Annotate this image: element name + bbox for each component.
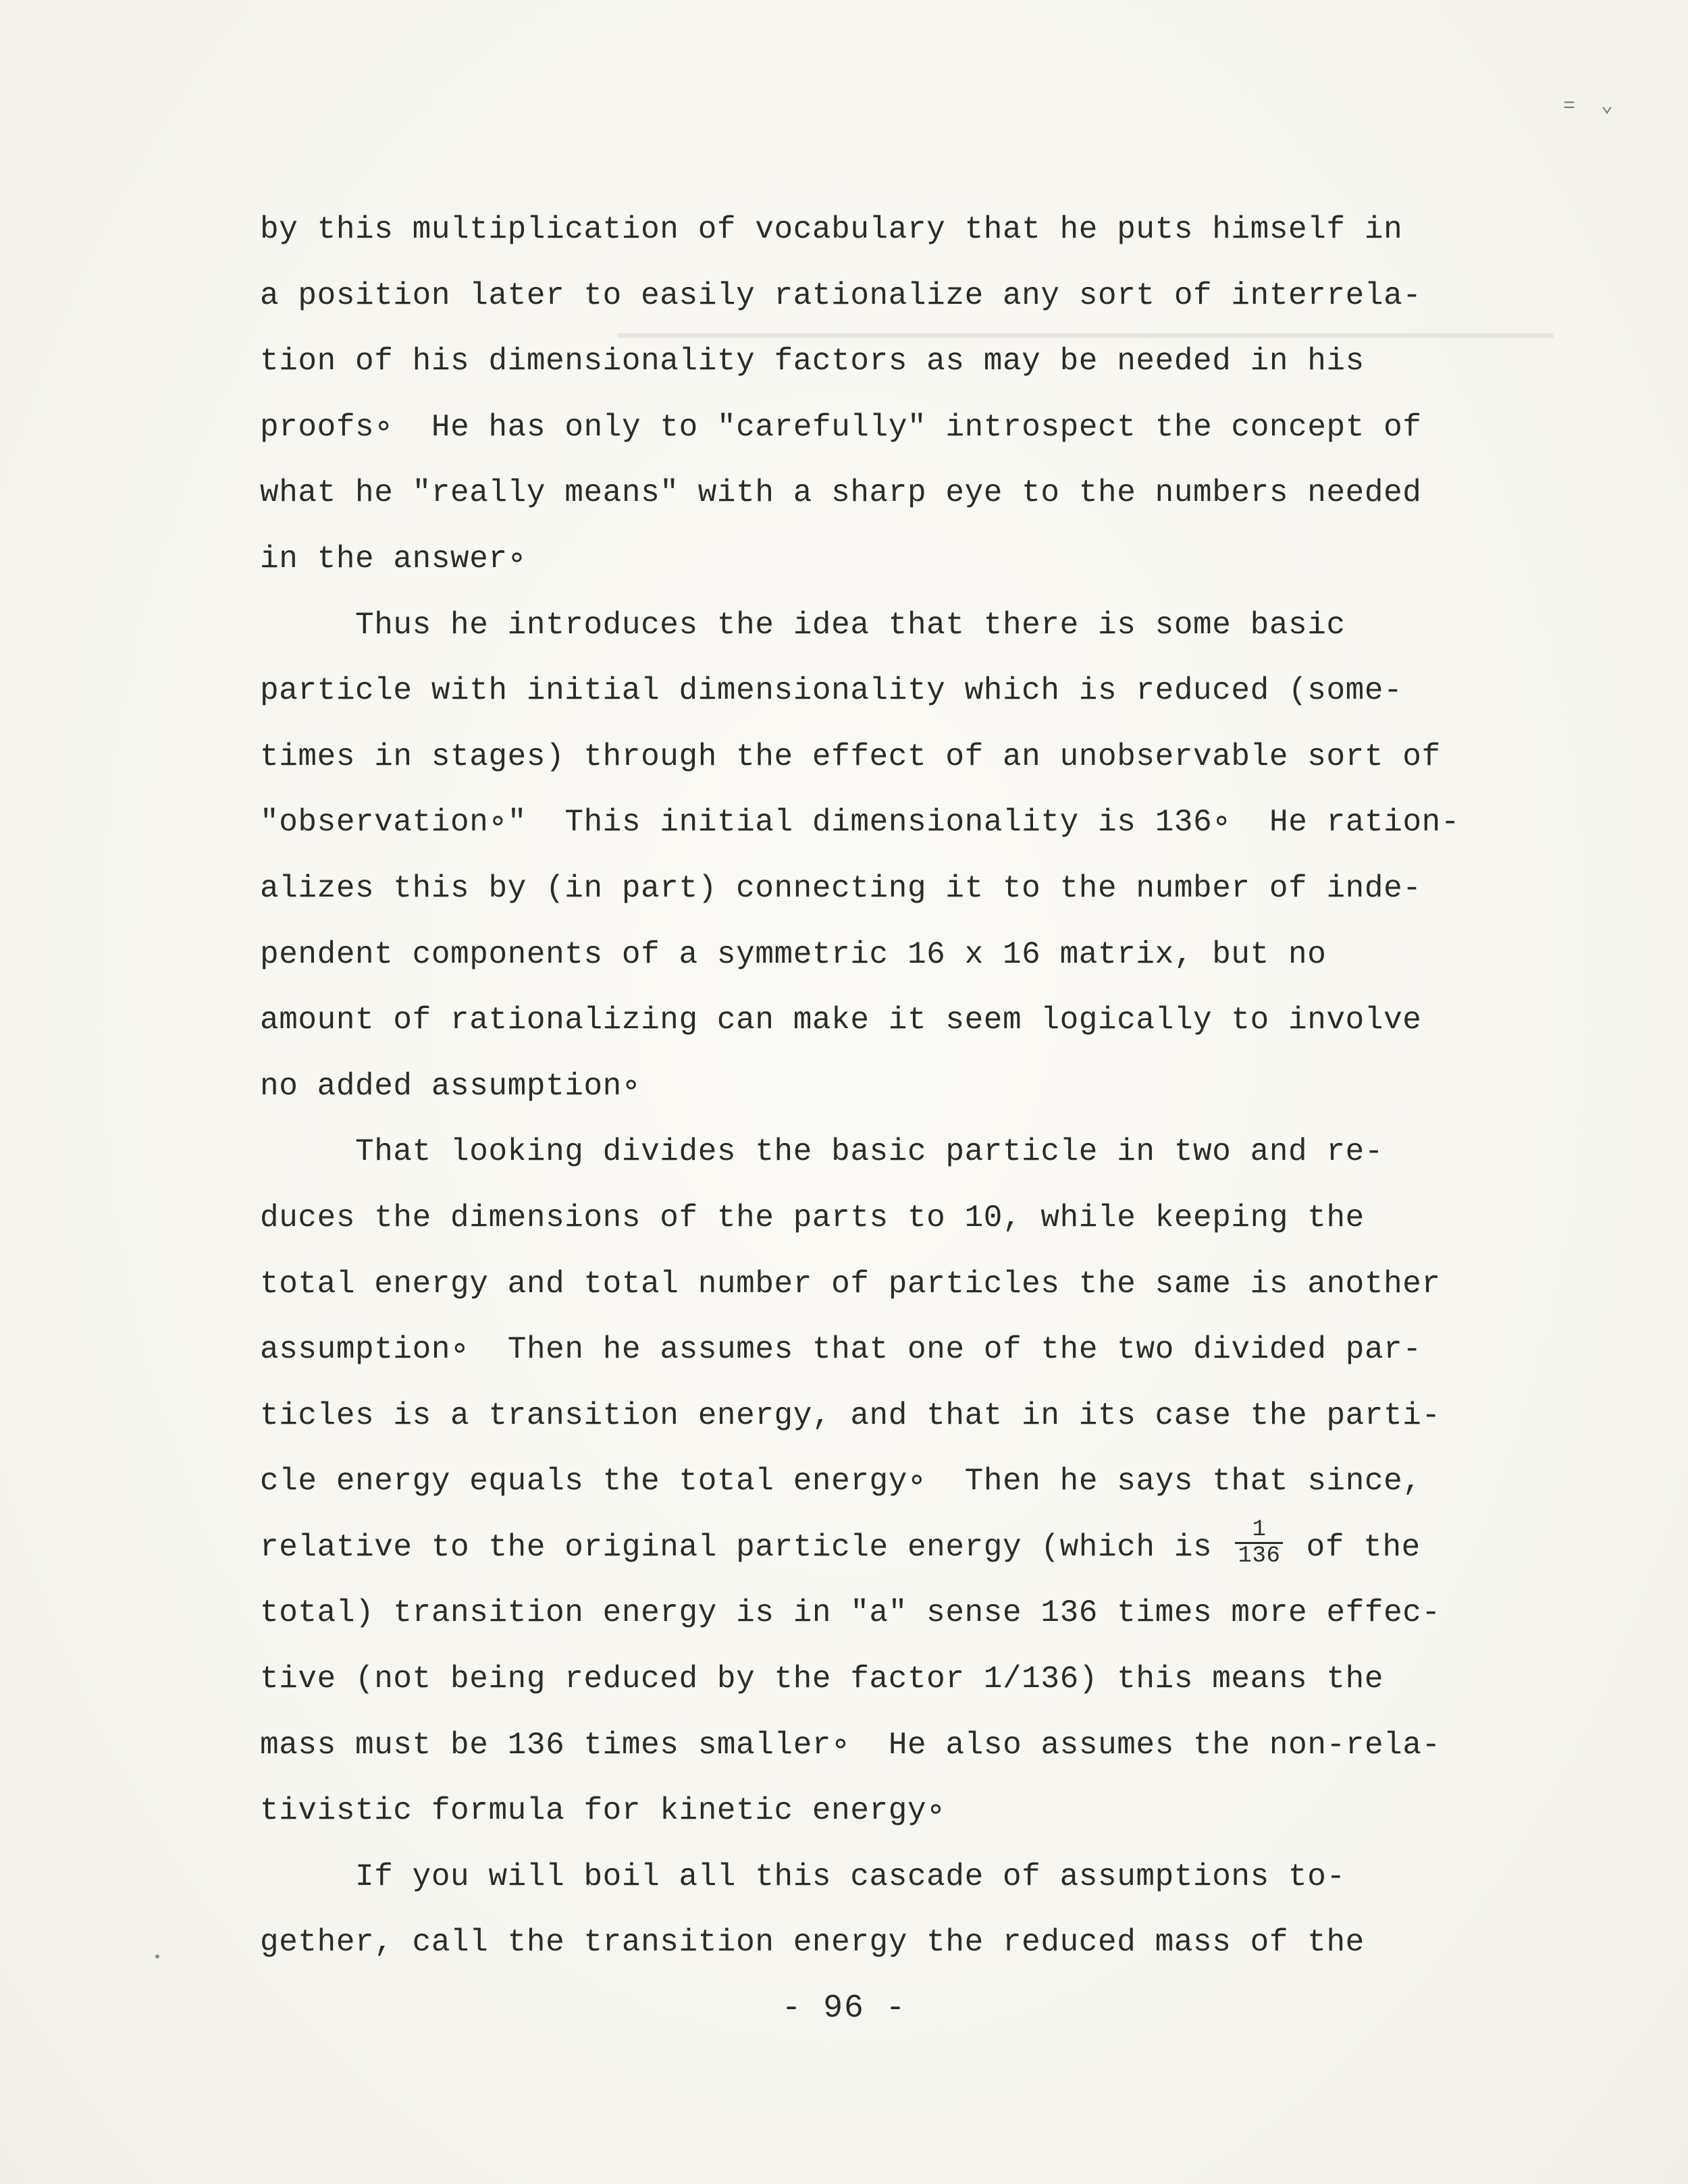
- text-line: no added assumption∘: [260, 1068, 641, 1104]
- text-line: total energy and total number of particles the same is another: [260, 1266, 1441, 1302]
- text-line: duces the dimensions of the parts to 10, while keeping the: [260, 1200, 1365, 1235]
- text-line: pendent components of a symmetric 16 x 16 matrix, but no: [260, 936, 1327, 972]
- fraction-text-line: [260, 1515, 1529, 1581]
- margin-speck: [155, 1954, 159, 1959]
- text-line: ticles is a transition energy, and that in its case the parti-: [260, 1397, 1441, 1433]
- text-line: Thus he introduces the idea that there is some basic: [260, 607, 1346, 643]
- text-line: a position later to easily rationalize any sort of interrela-: [260, 277, 1422, 313]
- text-line: total) transition energy is in "a" sense 136 times more effec-: [260, 1595, 1441, 1631]
- text-line: in the answer∘: [260, 541, 527, 577]
- fraction-line-after: of the: [1287, 1529, 1421, 1565]
- body-text: [260, 197, 1529, 1976]
- text-line: what he "really means" with a sharp eye to the numbers needed: [260, 475, 1422, 511]
- fraction-denominator: 136: [1238, 1543, 1281, 1570]
- text-line: tion of his dimensionality factors as may be needed in his: [260, 344, 1365, 379]
- page-number: - 96 -: [781, 1990, 907, 2027]
- fraction-one-over-136: [1235, 1518, 1283, 1568]
- text-line: tivistic formula for kinetic energy∘: [260, 1793, 946, 1829]
- text-line: That looking divides the basic particle in two and re-: [260, 1134, 1384, 1170]
- fraction-line-before: relative to the original particle energy (which is: [260, 1529, 1232, 1565]
- show-through-texture: ▁▁▁▁▁▁▁▁▁▁▁▁▁▁▁▁▁▁▁▁▁▁▁▁▁▁▁▁▁▁▁▁▁▁▁▁▁▁▁▁▁▁▁▁▁▁▁▁▁▁: [618, 304, 1553, 340]
- text-line: proofs∘ He has only to "carefully" introspect the concept of: [260, 409, 1422, 445]
- text-line: tive (not being reduced by the factor 1/136) this means the: [260, 1661, 1384, 1697]
- text-line: by this multiplication of vocabulary that he puts himself in: [260, 212, 1403, 247]
- text-line: cle energy equals the total energy∘ Then he says that since,: [260, 1464, 1422, 1499]
- corner-mark: = ⌄: [1563, 95, 1620, 118]
- text-line: mass must be 136 times smaller∘ He also assumes the non-rela-: [260, 1727, 1441, 1763]
- text-line: alizes this by (in part) connecting it to the number of inde-: [260, 870, 1422, 906]
- text-line: times in stages) through the effect of an unobservable sort of: [260, 739, 1441, 774]
- text-line: assumption∘ Then he assumes that one of the two divided par-: [260, 1332, 1422, 1368]
- text-line: If you will boil all this cascade of assumptions to-: [260, 1859, 1346, 1894]
- text-line: gether, call the transition energy the reduced mass of the: [260, 1925, 1365, 1961]
- text-line: "observation∘" This initial dimensionality is 136∘ He ration-: [260, 805, 1460, 841]
- fraction-numerator: 1: [1235, 1518, 1283, 1544]
- text-line: particle with initial dimensionality which is reduced (some-: [260, 673, 1403, 709]
- text-line: amount of rationalizing can make it seem logically to involve: [260, 1003, 1422, 1038]
